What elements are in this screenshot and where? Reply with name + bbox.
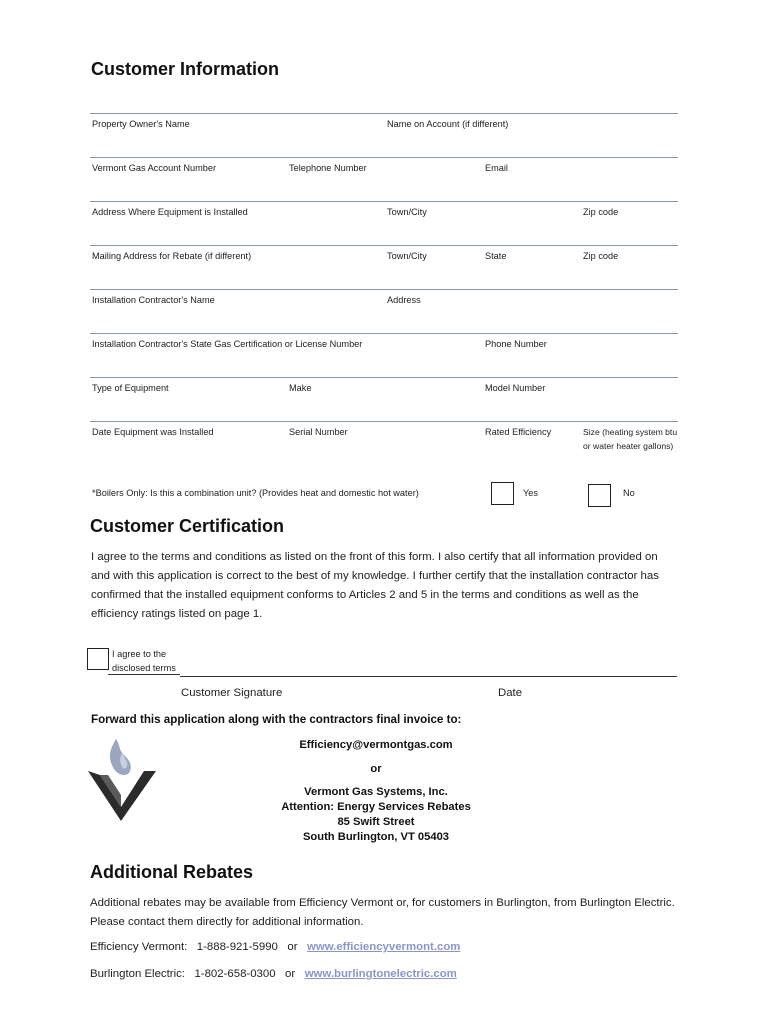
email-field[interactable]: Email xyxy=(485,163,508,173)
mailing-zip-field[interactable]: Zip code xyxy=(583,251,619,261)
mailing-state-field[interactable]: State xyxy=(485,251,507,261)
size-field[interactable]: Size (heating system btu xyxy=(583,427,678,437)
make-field[interactable]: Make xyxy=(289,383,312,393)
form-rule xyxy=(90,421,678,422)
forward-heading: Forward this application along with the contractors final invoice to: xyxy=(91,713,462,726)
install-town-field[interactable]: Town/City xyxy=(387,207,427,217)
rated-efficiency-field[interactable]: Rated Efficiency xyxy=(485,427,552,437)
install-date-field[interactable]: Date Equipment was Installed xyxy=(92,427,214,437)
yes-label: Yes xyxy=(523,488,538,498)
burlington-electric-contact xyxy=(90,968,457,980)
form-rule xyxy=(90,157,678,158)
signature-line[interactable] xyxy=(180,676,677,677)
date-label: Date xyxy=(498,687,523,699)
ev-phone: 1-888-921-5990 xyxy=(196,941,278,953)
customer-signature-label: Customer Signature xyxy=(181,687,283,699)
be-link[interactable]: www.burlingtonelectric.com xyxy=(304,968,457,980)
forward-or: or xyxy=(370,763,382,775)
vermont-gas-logo-icon xyxy=(86,735,158,825)
form-rule xyxy=(90,113,678,114)
model-number-field[interactable]: Model Number xyxy=(485,383,546,393)
property-owner-name-field[interactable]: Property Owner's Name xyxy=(92,119,190,129)
agree-label-line1: I agree to the xyxy=(112,649,167,659)
ev-link[interactable]: www.efficiencyvermont.com xyxy=(307,941,461,953)
address-line-1: Vermont Gas Systems, Inc. xyxy=(304,786,448,798)
address-line-2: Attention: Energy Services Rebates xyxy=(281,801,471,813)
account-number-field[interactable]: Vermont Gas Account Number xyxy=(92,163,217,173)
forward-email[interactable]: Efficiency@vermontgas.com xyxy=(299,739,453,751)
address-line-4: South Burlington, VT 05403 xyxy=(302,831,450,843)
install-zip-field[interactable]: Zip code xyxy=(583,207,619,217)
contractor-license-field[interactable]: Installation Contractor's State Gas Certification or License Number xyxy=(92,339,363,349)
form-rule xyxy=(90,377,678,378)
additional-rebates-title: Additional Rebates xyxy=(90,862,254,882)
agree-label-line2: disclosed terms xyxy=(112,663,176,673)
install-address-field[interactable]: Address Where Equipment is Installed xyxy=(92,207,248,217)
ev-label: Efficiency Vermont: xyxy=(90,941,188,953)
form-rule xyxy=(90,201,678,202)
boilers-question: *Boilers Only: Is this a combination unit? (Provides heat and domestic hot water) xyxy=(92,488,419,498)
form-rule xyxy=(90,333,678,334)
agree-checkbox[interactable] xyxy=(87,648,109,670)
serial-number-field[interactable]: Serial Number xyxy=(289,427,348,437)
ev-or: or xyxy=(287,941,298,953)
contractor-name-field[interactable]: Installation Contractor's Name xyxy=(92,295,215,305)
additional-paragraph: Additional rebates may be available from Efficiency Vermont or, for customers in Burlington, from Burlington Electric. Please contact them directly for additional information. xyxy=(90,897,675,928)
be-phone: 1-802-658-0300 xyxy=(194,968,276,980)
customer-information-title: Customer Information xyxy=(91,59,280,79)
name-on-account-field[interactable]: Name on Account (if different) xyxy=(387,119,509,129)
mailing-address-field[interactable]: Mailing Address for Rebate (if different) xyxy=(92,251,252,261)
contractor-address-field[interactable]: Address xyxy=(387,295,421,305)
size-field-line2: or water heater gallons) xyxy=(583,441,674,451)
telephone-field[interactable]: Telephone Number xyxy=(289,163,367,173)
address-line-3: 85 Swift Street xyxy=(337,816,415,828)
certification-paragraph: I agree to the terms and conditions as listed on the front of this form. I also certify that all information provided on and with this application is correct to the best of my knowledge. I further certify that the installation contractor has confirmed that the installed equipment conforms to Articles 2 and 5 in the terms and conditions as well as the efficiency ratings listed on page 1. xyxy=(91,551,659,620)
efficiency-vermont-contact xyxy=(90,941,460,953)
customer-certification-title: Customer Certification xyxy=(90,516,285,536)
yes-checkbox[interactable] xyxy=(491,482,514,505)
be-or: or xyxy=(285,968,296,980)
no-checkbox[interactable] xyxy=(588,484,611,507)
equipment-type-field[interactable]: Type of Equipment xyxy=(92,383,169,393)
form-rule xyxy=(90,245,678,246)
mailing-town-field[interactable]: Town/City xyxy=(387,251,427,261)
contractor-phone-field[interactable]: Phone Number xyxy=(485,339,547,349)
form-rule xyxy=(90,289,678,290)
be-label: Burlington Electric: xyxy=(90,968,185,980)
agree-underline xyxy=(108,674,180,675)
no-label: No xyxy=(623,488,635,498)
